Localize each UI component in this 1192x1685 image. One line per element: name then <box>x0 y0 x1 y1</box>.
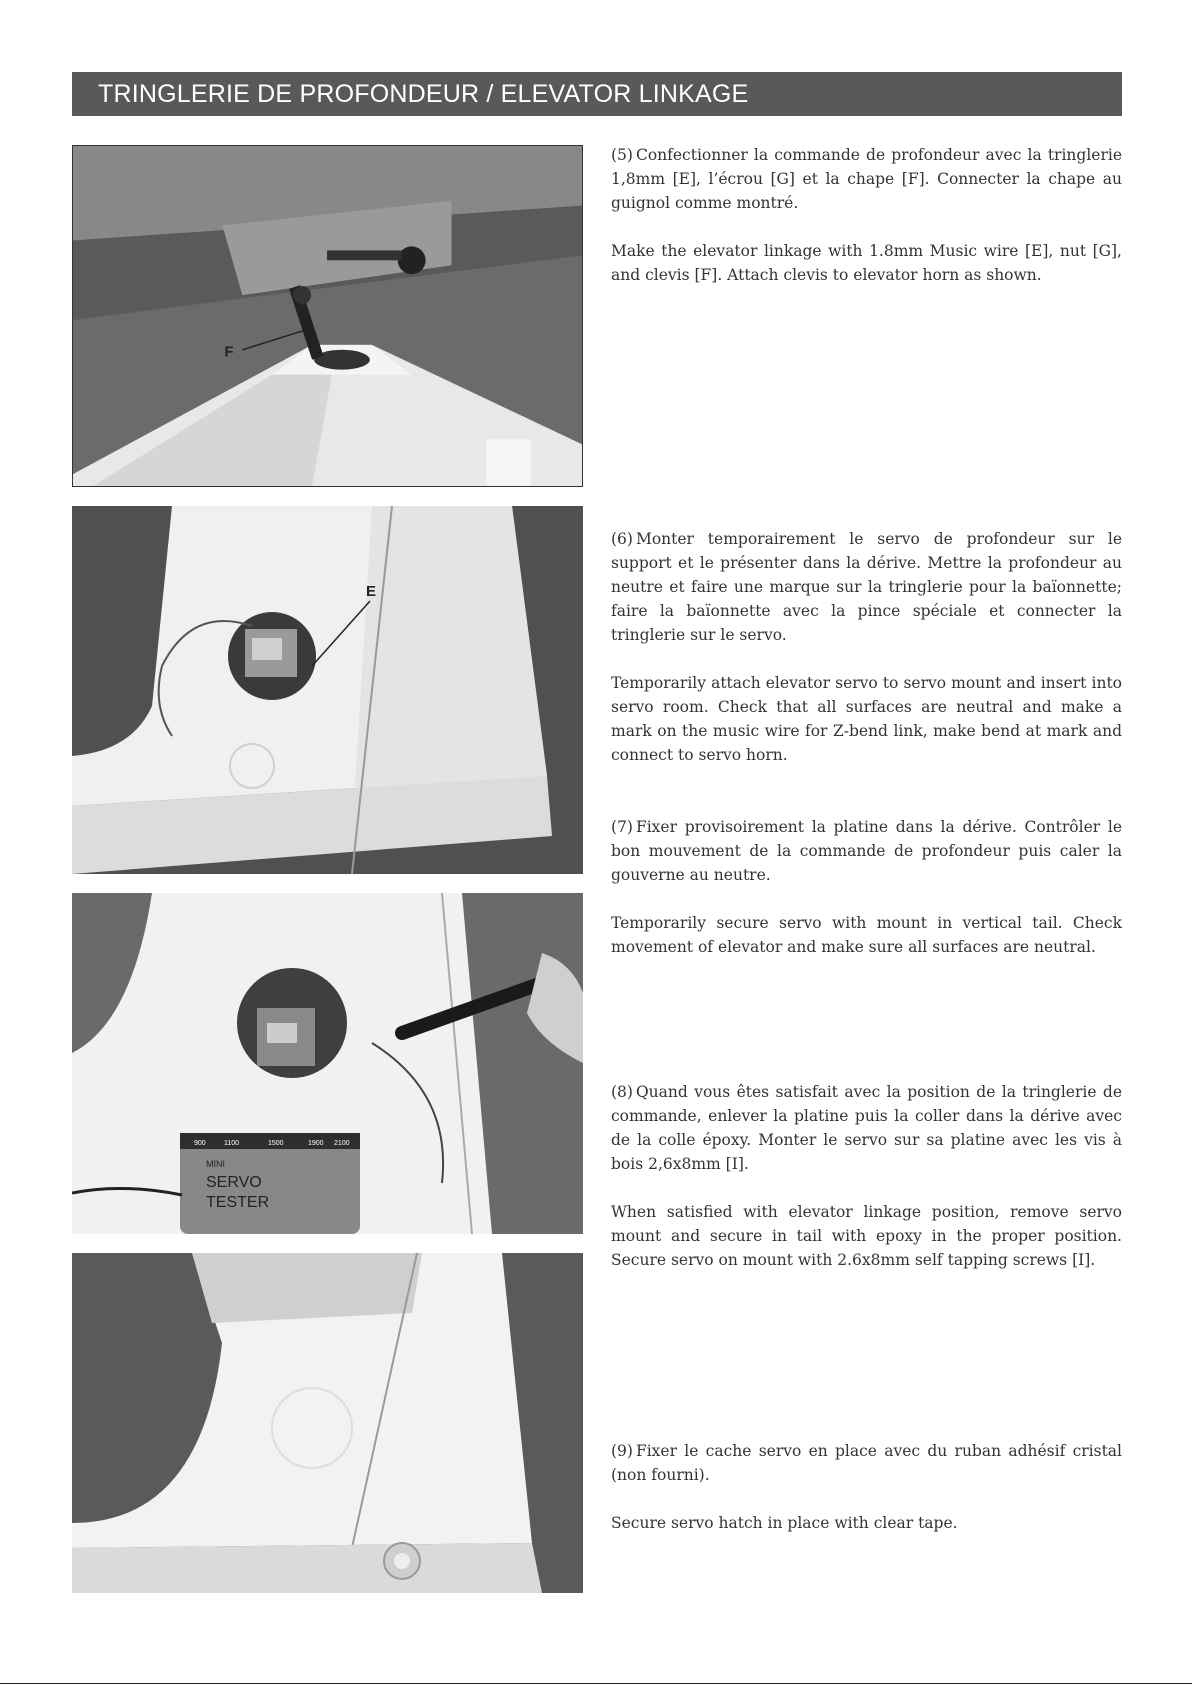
step-8 <box>611 1080 1122 1296</box>
tester-brand-servo: SERVO <box>206 1174 262 1191</box>
tester-brand-mini: MINI <box>206 1159 225 1169</box>
step-7-fr-text: Fixer provisoirement la platine dans la dérive. Contrôler le bon mouvement de la commande de profondeur puis caler la gouverne au neutre. <box>611 818 1122 884</box>
step-8-number: (8) <box>611 1083 633 1101</box>
step-8-fr <box>611 1080 1122 1176</box>
step-7 <box>611 815 1122 983</box>
step-9 <box>611 1439 1122 1559</box>
tester-scale-1: 1100 <box>224 1140 240 1147</box>
step-7-en: Temporarily secure servo with mount in vertical tail. Check movement of elevator and make sure all surfaces are neutral. <box>611 914 1122 956</box>
step-5-fr <box>611 143 1122 215</box>
step-9-fr-text: Fixer le cache servo en place avec du ruban adhésif cristal (non fourni). <box>611 1442 1122 1484</box>
step-5-number: (5) <box>611 146 633 164</box>
tester-scale-3: 1900 <box>308 1140 324 1147</box>
step-6-fr <box>611 527 1122 647</box>
section-header <box>72 72 1122 116</box>
page-bottom-rule <box>0 1683 1192 1684</box>
step-6-en: Temporarily attach elevator servo to servo mount and insert into servo room. Check that all surfaces are neutral and make a mark on the music wire for Z-bend link, make bend at mark and connect to servo horn. <box>611 674 1122 764</box>
step-5-en: Make the elevator linkage with 1.8mm Music wire [E], nut [G], and clevis [F]. Attach clevis to elevator horn as shown. <box>611 242 1122 284</box>
step-7-number: (7) <box>611 818 633 836</box>
step-8-en: When satisfied with elevator linkage position, remove servo mount and secure in tail with epoxy in the proper position. Secure servo on mount with 2.6x8mm self tapping screws [I]. <box>611 1203 1122 1269</box>
callout-e-label: E <box>366 583 377 600</box>
tester-scale-2: 1500 <box>268 1140 284 1147</box>
photo-elevator-horn <box>72 145 583 487</box>
tester-scale-4: 2100 <box>334 1140 350 1147</box>
step-9-fr <box>611 1439 1122 1487</box>
step-6-fr-text: Monter temporairement le servo de profondeur sur le support et le présenter dans la dérive. Mettre la profondeur au neutre et faire une marque sur la tringlerie pour la baïonnette; faire la baïonnette avec la pince spéciale et connecter la tringlerie sur le servo. <box>611 530 1122 644</box>
step-6-number: (6) <box>611 530 633 548</box>
step-9-number: (9) <box>611 1442 633 1460</box>
step-8-fr-text: Quand vous êtes satisfait avec la position de la tringlerie de commande, enlever la platine puis la coller dans la dérive avec de la colle époxy. Monter le servo sur sa platine avec les vis à bois 2,6x8mm [I]. <box>611 1083 1122 1173</box>
step-7-fr <box>611 815 1122 887</box>
photo-servo-tester <box>72 893 583 1234</box>
step-5 <box>611 143 1122 311</box>
step-9-en: Secure servo hatch in place with clear tape. <box>611 1514 958 1532</box>
step-5-fr-text: Confectionner la commande de profondeur avec la tringlerie 1,8mm [E], l’écrou [G] et la chape [F]. Connecter la chape au guignol comme montré. <box>611 146 1122 212</box>
step-6 <box>611 527 1122 791</box>
tester-brand-tester: TESTER <box>206 1194 270 1211</box>
tester-scale-0: 900 <box>194 1140 206 1147</box>
photo-servo-hatch <box>72 1253 583 1593</box>
section-title: TRINGLERIE DE PROFONDEUR / ELEVATOR LINKAGE <box>98 80 749 108</box>
callout-f-label: F <box>224 343 234 361</box>
photo-servo-tail <box>72 506 583 874</box>
